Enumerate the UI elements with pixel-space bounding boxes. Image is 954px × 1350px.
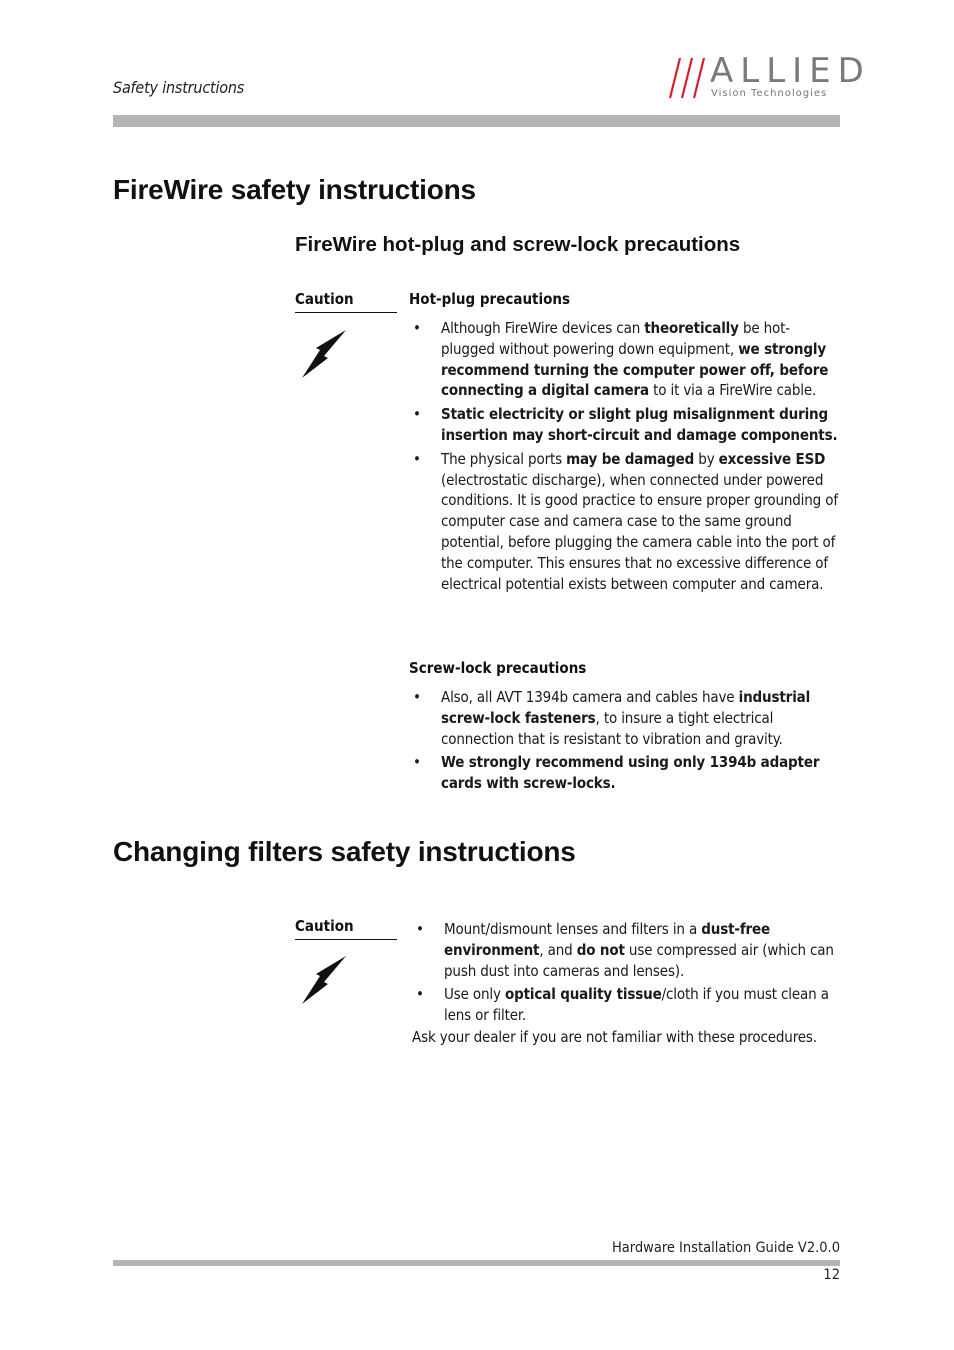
bullet-icon: •	[416, 985, 424, 1004]
bullet-icon: •	[413, 449, 421, 468]
list-item: • Use only optical quality tissue/cloth if you must clean a lens or filter.	[416, 985, 829, 1025]
logo-tagline: Vision Technologies	[711, 88, 828, 99]
bullet-icon: •	[413, 319, 421, 337]
hotplug-heading: Hot-plug precautions	[409, 290, 571, 308]
screwlock-heading: Screw-lock precautions	[409, 659, 587, 677]
logo-wordmark: ALLIED	[710, 51, 871, 91]
footer-rule	[113, 1260, 840, 1266]
subsection-title-hotplug: FireWire hot-plug and screw-lock precautions	[295, 233, 741, 256]
bullet-icon: •	[413, 753, 421, 772]
running-header: Safety instructions	[113, 78, 245, 97]
section-title-filters: Changing filters safety instructions	[113, 836, 576, 867]
list-item: • The physical ports may be damaged by excessive ESD (electrostatic discharge), when connected under powered conditions. It is good practice to ensure proper grounding of computer case and camera case to the same ground potential, before plugging the camera cable into the port of the computer. This ensures that no excessive difference of electrical potential exists between computer and camera.	[413, 449, 838, 593]
list-item: • Although FireWire devices can theoretically be hot-plugged without powering down equipment, we strongly recommend turning the computer power off, before connecting a digital camera to it via a FireWire cable.	[413, 319, 829, 400]
caution-label: Caution	[295, 290, 397, 313]
bullet-icon: •	[416, 920, 424, 938]
lightning-bolt-icon	[298, 328, 350, 380]
list-item: • Static electricity or slight plug misalignment during insertion may short-circuit and damage components.	[413, 405, 838, 444]
screwlock-list	[409, 687, 841, 797]
lightning-bolt-icon	[298, 954, 350, 1006]
footer-doc-title: Hardware Installation Guide V2.0.0	[611, 1240, 840, 1256]
logo-slashes-icon	[666, 56, 712, 100]
list-item: • We strongly recommend using only 1394b adapter cards with screw-locks.	[413, 753, 820, 793]
list-item: • Mount/dismount lenses and filters in a dust-free environment, and do not use compressed air (which can push dust into cameras and lenses).	[416, 920, 834, 980]
bullet-icon: •	[413, 688, 421, 706]
bullet-icon: •	[413, 405, 421, 424]
list-item: • Also, all AVT 1394b camera and cables have industrial screw-lock fasteners, to insure a tight electrical connection that is resistant to vibration and gravity.	[413, 688, 811, 748]
filters-list	[412, 919, 842, 1029]
closing-note: Ask your dealer if you are not familiar with these procedures.	[412, 1028, 817, 1046]
section-title-firewire: FireWire safety instructions	[113, 174, 476, 205]
hotplug-list	[409, 318, 841, 597]
header-rule	[113, 115, 840, 127]
allied-logo	[666, 51, 871, 102]
page-number: 12	[823, 1267, 840, 1283]
caution-label-filters: Caution	[295, 917, 397, 940]
